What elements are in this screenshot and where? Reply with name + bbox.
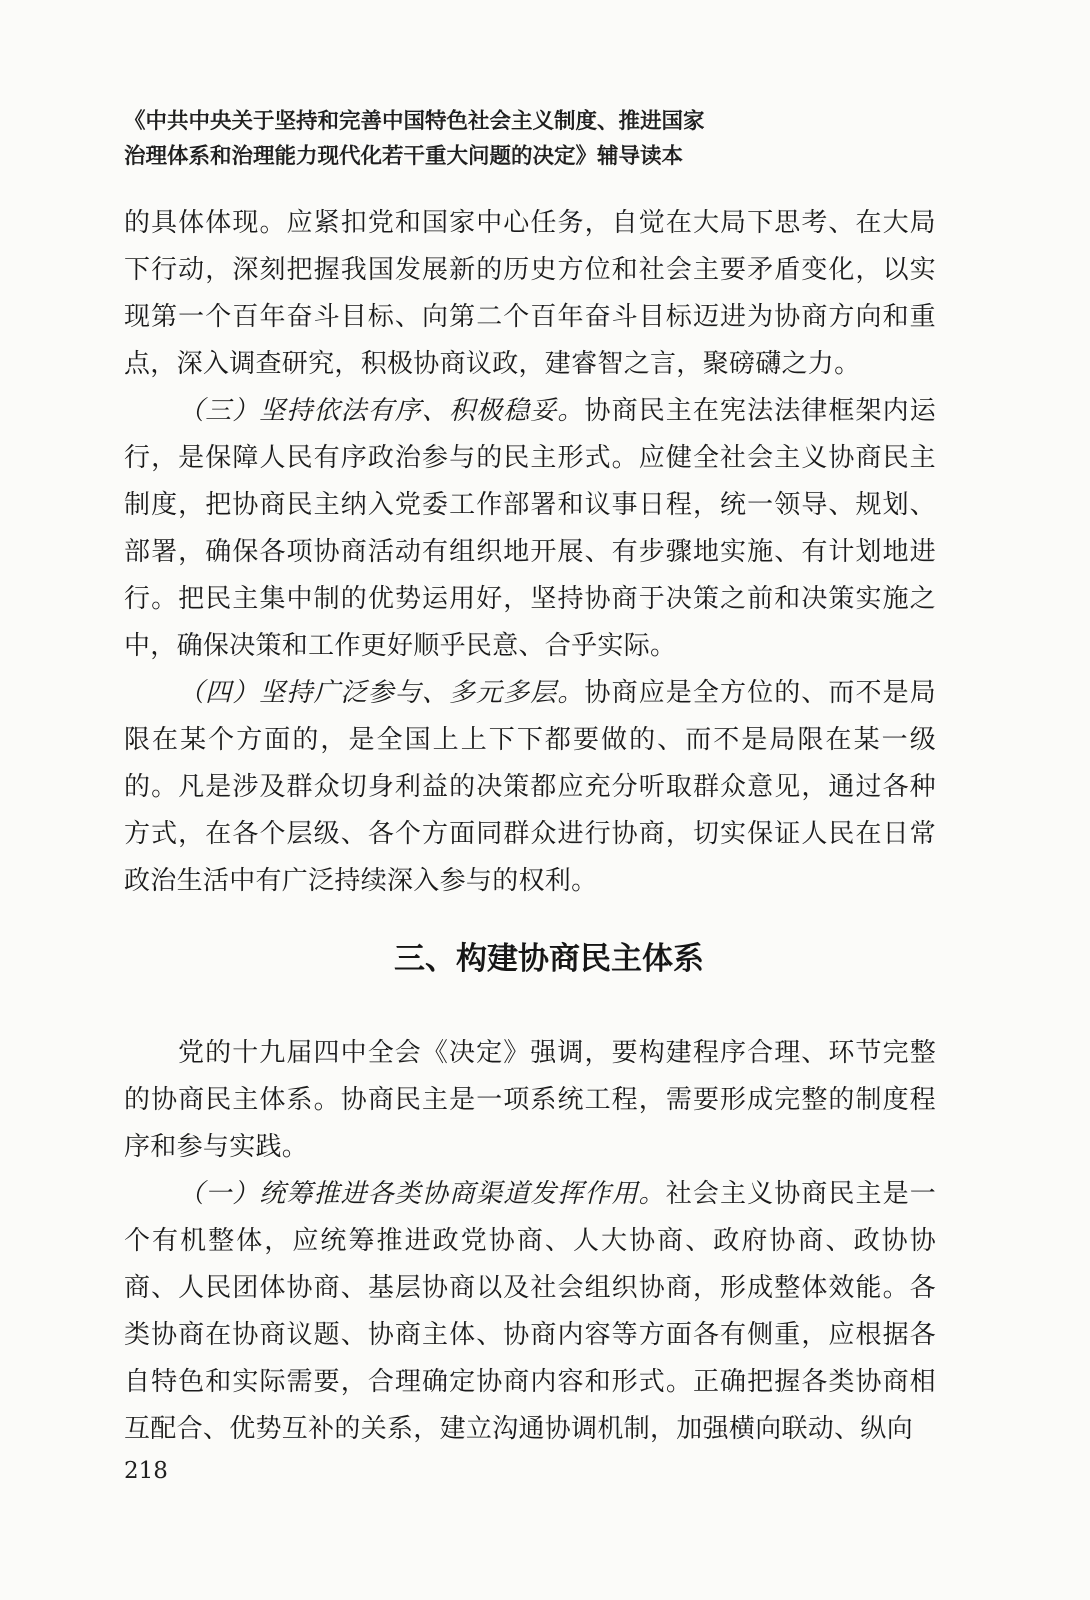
paragraph-lead: （三）坚持依法有序、积极稳妥。	[178, 396, 585, 426]
paragraph-body: 协商应是全方位的、而不是局限在某个方面的，是全国上上下下都要做的、而不是局限在某一级的。凡是涉及群众切身利益的决策都应充分听取群众意见，通过各种方式，在各个层级、各个方面同群众进行协商，切实保证人民在日常政治生活中有广泛持续深入参与的权利。	[124, 678, 936, 896]
running-header-line-1: 《中共中央关于坚持和完善中国特色社会主义制度、推进国家	[124, 109, 705, 134]
paragraph-lead: （一）统筹推进各类协商渠道发挥作用。	[178, 1179, 666, 1209]
paragraph-intro: 党的十九届四中全会《决定》强调，要构建程序合理、环节完整的协商民主体系。协商民主是一项系统工程，需要形成完整的制度程序和参与实践。	[124, 1038, 936, 1162]
paragraph-three	[124, 388, 936, 670]
body-text-bottom	[124, 1030, 936, 1453]
body-text-top	[124, 200, 936, 905]
paragraph-continuation: 的具体体现。应紧扣党和国家中心任务，自觉在大局下思考、在大局下行动，深刻把握我国发展新的历史方位和社会主要矛盾变化，以实现第一个百年奋斗目标、向第二个百年奋斗目标迈进为协商方向和重点，深入调查研究，积极协商议政，建睿智之言，聚磅礴之力。	[124, 208, 936, 379]
paragraph-one	[124, 1171, 936, 1453]
paragraph-lead: （四）坚持广泛参与、多元多层。	[178, 678, 585, 708]
paragraph-body: 协商民主在宪法法律框架内运行，是保障人民有序政治参与的民主形式。应健全社会主义协商民主制度，把协商民主纳入党委工作部署和议事日程，统一领导、规划、部署，确保各项协商活动有组织地开展、有步骤地实施、有计划地进行。把民主集中制的优势运用好，坚持协商于决策之前和决策实施之中，确保决策和工作更好顺乎民意、合乎实际。	[124, 396, 936, 661]
page-number: 218	[124, 1458, 168, 1484]
running-header	[124, 104, 944, 174]
paragraph-body: 社会主义协商民主是一个有机整体，应统筹推进政党协商、人大协商、政府协商、政协协商、人民团体协商、基层协商以及社会组织协商，形成整体效能。各类协商在协商议题、协商主体、协商内容等方面各有侧重，应根据各自特色和实际需要，合理确定协商内容和形式。正确把握各类协商相互配合、优势互补的关系，建立沟通协调机制，加强横向联动、纵向	[124, 1179, 936, 1444]
paragraph-four	[124, 670, 936, 905]
running-header-line-2: 治理体系和治理能力现代化若干重大问题的决定》辅导读本	[124, 144, 684, 169]
section-heading: 三、构建协商民主体系	[394, 941, 704, 977]
